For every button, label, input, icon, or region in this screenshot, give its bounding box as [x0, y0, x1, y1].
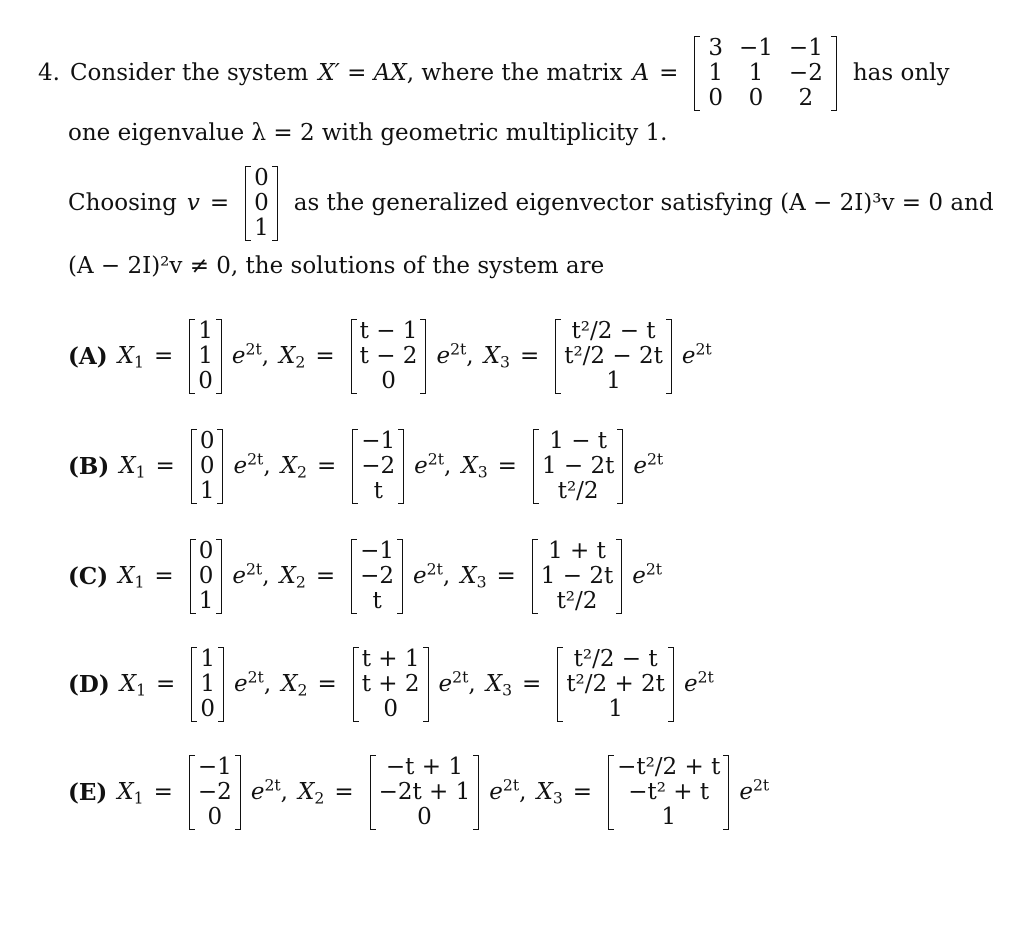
x1-vector — [189, 319, 222, 394]
exp-power: 2t — [247, 449, 264, 469]
x1-vector-entry: 0 — [198, 537, 214, 564]
matrix-name: A — [632, 60, 650, 86]
matrix-a-cell: 1 — [708, 59, 724, 86]
exponential-factor — [436, 339, 467, 369]
x2-symbol — [297, 779, 325, 808]
x-subscript: 2 — [297, 680, 308, 700]
x3-vector-entry: 1 − t — [549, 427, 608, 454]
x1-vector-entry: 0 — [199, 427, 215, 454]
x-letter: X — [460, 563, 477, 589]
x2-vector-entry: t — [373, 477, 383, 504]
exp-base: e — [231, 343, 246, 369]
x1-vector-entry: 0 — [198, 367, 213, 394]
x-subscript: 3 — [499, 352, 510, 372]
exponential-factor — [233, 449, 264, 479]
x3-vector — [608, 755, 729, 830]
x2-vector-entry: t − 1 — [359, 317, 418, 344]
x1-vector-entry: 1 — [198, 317, 213, 344]
x3-vector-entry: t²/2 − 2t — [564, 342, 663, 369]
option-c[interactable] — [68, 530, 662, 622]
x-subscript: 1 — [135, 462, 146, 482]
x2-vector-entry: −1 — [361, 427, 396, 454]
x1-vector-entry: −2 — [197, 778, 232, 805]
x3-vector-entry: 1 — [661, 803, 677, 830]
exp-power: 2t — [752, 775, 770, 795]
exp-power: 2t — [646, 449, 664, 469]
exp-base: e — [438, 671, 453, 697]
comma: , — [468, 671, 476, 697]
x2-vector-entry: −2 — [361, 452, 396, 479]
equals-sign: = — [316, 453, 337, 479]
x-letter: X — [536, 779, 553, 805]
x3-vector-entry: 1 + t — [548, 537, 606, 564]
matrix-a-cell: −2 — [788, 59, 823, 86]
equals-sign: = — [317, 671, 337, 697]
x-letter: X — [279, 563, 296, 589]
x-letter: X — [461, 453, 478, 479]
vector-v-cell: 0 — [254, 164, 269, 191]
system-equation: X′ = AX — [318, 60, 407, 86]
x3-vector-entry: 1 − 2t — [540, 562, 614, 589]
exp-power: 2t — [450, 339, 467, 359]
x2-vector-entry: 0 — [383, 695, 398, 722]
exp-power: 2t — [427, 449, 445, 469]
x-letter: X — [117, 343, 134, 369]
comma: , — [263, 453, 271, 479]
exp-base: e — [414, 453, 428, 479]
exponential-factor — [681, 339, 712, 369]
x-letter: X — [483, 343, 500, 369]
x2-vector — [353, 647, 429, 722]
option-d[interactable] — [68, 638, 714, 730]
x3-symbol — [461, 453, 488, 482]
equals-sign: = — [155, 453, 175, 479]
x2-symbol — [280, 453, 307, 482]
comma: , — [262, 563, 270, 589]
x1-vector-entry: 0 — [207, 803, 223, 830]
x3-vector-entry: 1 − 2t — [541, 452, 615, 479]
x3-vector — [532, 539, 622, 614]
problem-line-1 — [38, 27, 949, 119]
x-letter: X — [297, 779, 315, 805]
x3-vector-entry: −t²/2 + t — [617, 753, 721, 780]
x-subscript: 3 — [502, 680, 513, 700]
x-letter: X — [280, 453, 298, 479]
x2-vector-entry: −t + 1 — [385, 753, 463, 780]
x2-vector-entry: t + 1 — [361, 645, 420, 672]
x2-vector — [351, 319, 427, 394]
comma: , — [263, 671, 272, 697]
option-e[interactable] — [68, 746, 769, 838]
exp-base: e — [681, 343, 696, 369]
x-subscript: 2 — [314, 788, 325, 808]
x-subscript: 2 — [295, 572, 306, 592]
comma: , — [280, 779, 288, 805]
x1-vector — [191, 647, 224, 722]
x1-vector-entry: 1 — [199, 477, 215, 504]
x-subscript: 3 — [476, 572, 487, 592]
x2-vector — [370, 755, 480, 830]
exp-base: e — [232, 563, 246, 589]
exponential-factor — [413, 559, 443, 589]
x2-symbol — [279, 563, 306, 592]
equals-sign: = — [334, 779, 354, 805]
x1-vector — [190, 539, 223, 614]
exponential-factor — [232, 559, 263, 589]
comma: , — [466, 343, 474, 369]
equals-sign: = — [156, 671, 176, 697]
option-label: (E) — [68, 778, 108, 806]
x-letter: X — [117, 779, 134, 805]
exponential-factor — [233, 667, 264, 697]
option-label: (B) — [68, 452, 110, 480]
x1-symbol — [118, 563, 145, 592]
matrix-a-cell: −1 — [788, 34, 823, 61]
equals-sign: = — [659, 60, 679, 86]
x3-symbol — [460, 563, 487, 592]
x-subscript: 1 — [134, 572, 145, 592]
x1-vector-entry: 1 — [198, 342, 213, 369]
x2-vector — [351, 539, 403, 614]
comma: , — [261, 343, 270, 369]
vector-v — [245, 166, 278, 241]
x2-vector-entry: −2t + 1 — [378, 778, 471, 805]
x-letter: X — [119, 671, 137, 697]
exponential-factor — [250, 775, 281, 805]
comma: , — [519, 779, 527, 805]
x1-vector-entry: 1 — [200, 645, 215, 672]
x2-vector-entry: −2 — [360, 562, 395, 589]
equals-sign: = — [572, 779, 593, 805]
equals-sign: = — [154, 563, 174, 589]
matrix-a-cell: 2 — [798, 84, 814, 111]
x-subscript: 1 — [134, 352, 144, 372]
var-v: v — [186, 190, 200, 216]
option-label: (D) — [68, 670, 110, 698]
x3-vector-entry: t²/2 − t — [573, 645, 658, 672]
consider-text: Consider the system — [69, 60, 309, 86]
x1-vector-entry: 1 — [198, 587, 214, 614]
x1-symbol — [117, 343, 144, 372]
option-b[interactable] — [68, 420, 663, 512]
x1-vector-entry: −1 — [197, 753, 232, 780]
x2-vector — [352, 429, 404, 504]
x1-vector-entry: 0 — [198, 562, 214, 589]
x-subscript: 1 — [133, 788, 144, 808]
x3-symbol — [536, 779, 563, 808]
equals-sign: = — [522, 671, 542, 697]
equals-sign: = — [497, 453, 517, 479]
exp-power: 2t — [452, 667, 469, 687]
exponential-factor — [633, 449, 664, 479]
x-letter: X — [119, 453, 136, 479]
x1-symbol — [119, 453, 146, 482]
exp-power: 2t — [247, 667, 264, 687]
x-subscript: 3 — [477, 462, 488, 482]
x2-symbol — [279, 343, 306, 372]
x3-vector-entry: 1 — [608, 695, 623, 722]
problem-line-4: (A − 2I)²v ≠ 0, the solutions of the system are — [68, 253, 605, 279]
equals-sign: = — [153, 779, 173, 805]
exponential-factor — [683, 667, 714, 697]
comma: , — [444, 453, 452, 479]
x3-vector-entry: t²/2 − t — [571, 317, 656, 344]
x-letter: X — [485, 671, 503, 697]
x1-vector-entry: 0 — [200, 695, 215, 722]
x2-vector-entry: 0 — [381, 367, 396, 394]
exp-power: 2t — [245, 339, 262, 359]
where-text: , where the matrix — [406, 60, 623, 86]
option-label: (C) — [68, 562, 109, 590]
exp-base: e — [683, 671, 698, 697]
option-a[interactable] — [68, 310, 712, 402]
x3-vector-entry: −t² + t — [628, 778, 710, 805]
x1-vector-entry: 1 — [200, 670, 215, 697]
choosing-text: Choosing — [68, 190, 177, 216]
exponential-factor — [632, 559, 663, 589]
x1-symbol — [117, 779, 144, 808]
x3-symbol — [483, 343, 510, 372]
exp-power: 2t — [245, 559, 263, 579]
x1-vector-entry: 0 — [199, 452, 215, 479]
exp-power: 2t — [645, 559, 663, 579]
x-subscript: 3 — [552, 788, 563, 808]
exp-base: e — [436, 343, 451, 369]
exp-base: e — [632, 563, 646, 589]
option-label: (A) — [68, 342, 108, 370]
matrix-a-cell: 1 — [748, 59, 764, 86]
equals-sign: = — [315, 563, 336, 589]
x3-vector-entry: t²/2 — [557, 477, 599, 504]
exp-base: e — [739, 779, 753, 805]
x3-vector-entry: t²/2 — [556, 587, 598, 614]
x3-vector-entry: t²/2 + 2t — [566, 670, 665, 697]
exponential-factor — [438, 667, 469, 697]
x1-vector — [189, 755, 241, 830]
equals-sign: = — [519, 343, 540, 369]
x-letter: X — [279, 343, 296, 369]
x1-symbol — [119, 671, 147, 700]
x-subscript: 1 — [136, 680, 147, 700]
x-subscript: 2 — [297, 462, 307, 482]
exponential-factor — [489, 775, 520, 805]
exp-base: e — [233, 453, 248, 479]
equals-sign: = — [209, 190, 230, 216]
x3-vector — [533, 429, 623, 504]
exponential-factor — [739, 775, 770, 805]
x2-symbol — [281, 671, 308, 700]
exp-power: 2t — [695, 339, 712, 359]
exp-base: e — [413, 563, 427, 589]
exponential-factor — [231, 339, 262, 369]
vector-v-cell: 1 — [254, 214, 269, 241]
vector-v-cell: 0 — [254, 189, 269, 216]
x3-symbol — [485, 671, 513, 700]
exp-base: e — [250, 779, 265, 805]
exp-power: 2t — [264, 775, 281, 795]
comma: , — [442, 563, 451, 589]
equals-sign: = — [496, 563, 516, 589]
equals-sign: = — [315, 343, 335, 369]
matrix-a-cell: 3 — [708, 34, 724, 61]
problem-line-3 — [68, 157, 994, 249]
exp-base: e — [489, 779, 503, 805]
generalized-text: as the generalized eigenvector satisfying (A − 2I)³v = 0 and — [293, 190, 994, 216]
x2-vector-entry: 0 — [417, 803, 432, 830]
matrix-a — [694, 36, 836, 111]
problem-line-2: one eigenvalue λ = 2 with geometric multiplicity 1. — [68, 120, 668, 146]
exp-base: e — [233, 671, 248, 697]
x3-vector-entry: 1 — [606, 367, 621, 394]
exp-base: e — [633, 453, 647, 479]
exp-power: 2t — [502, 775, 520, 795]
x-letter: X — [281, 671, 298, 697]
exp-power: 2t — [697, 667, 714, 687]
x2-vector-entry: t − 2 — [359, 342, 418, 369]
x3-vector — [557, 647, 674, 722]
x2-vector-entry: t + 2 — [361, 670, 420, 697]
matrix-a-cell: 0 — [748, 84, 764, 111]
equals-sign: = — [153, 343, 174, 369]
exp-power: 2t — [426, 559, 443, 579]
exponential-factor — [414, 449, 445, 479]
has-only-text: has only — [852, 60, 950, 86]
x-subscript: 2 — [295, 352, 306, 372]
problem-number: 4. — [38, 60, 60, 86]
x1-vector — [191, 429, 224, 504]
x2-vector-entry: t — [372, 587, 382, 614]
x2-vector-entry: −1 — [360, 537, 395, 564]
matrix-a-cell: −1 — [739, 34, 773, 61]
matrix-a-cell: 0 — [708, 84, 724, 111]
x3-vector — [555, 319, 672, 394]
x-letter: X — [118, 563, 135, 589]
